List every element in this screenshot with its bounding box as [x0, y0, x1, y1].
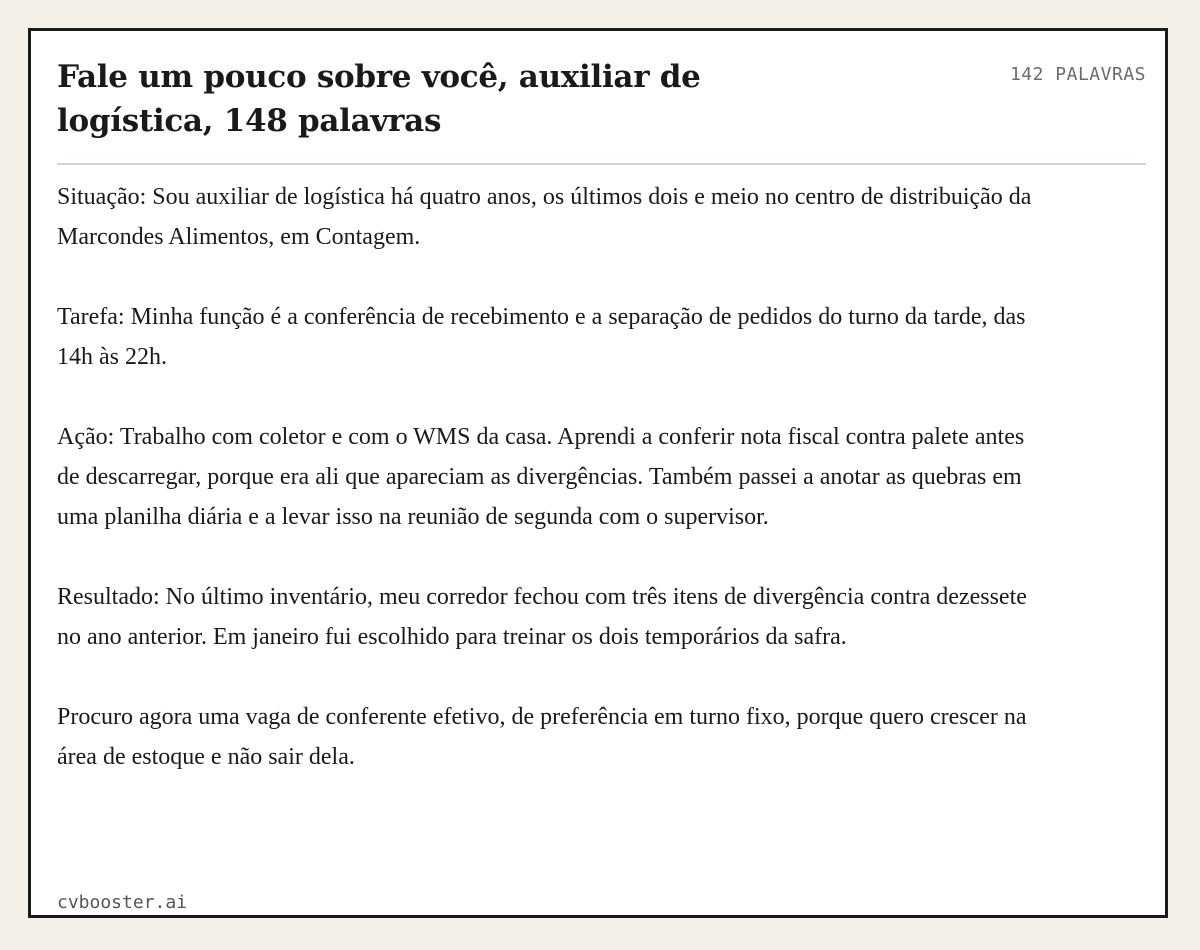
answer-body: [57, 177, 1047, 817]
page-title: Fale um pouco sobre você, auxiliar de logística, 148 palavras: [57, 59, 701, 139]
paragraph-situacao: Situação: Sou auxiliar de logística há quatro anos, os últimos dois e meio no centro de distribuição da Marcondes Alimentos, em Contagem.: [57, 184, 1032, 250]
answer-card: [28, 28, 1168, 918]
paragraph-resultado: Resultado: No último inventário, meu corredor fechou com três itens de divergência contra dezessete no ano anterior. Em janeiro fui escolhido para treinar os dois temporários da safra.: [57, 584, 1027, 650]
paragraph-conclusao: Procuro agora uma vaga de conferente efetivo, de preferência em turno fixo, porque quero crescer na área de estoque e não sair dela.: [57, 704, 1027, 770]
paragraph-acao: Ação: Trabalho com coletor e com o WMS da casa. Aprendi a conferir nota fiscal contra palete antes de descarregar, porque era ali que apareciam as divergências. Também passei a anotar as quebras em uma planilha diária e a levar isso na reunião de segunda com o supervisor.: [57, 424, 1025, 530]
word-count-badge: 142 PALAVRAS: [1009, 64, 1146, 85]
paragraph-tarefa: Tarefa: Minha função é a conferência de recebimento e a separação de pedidos do turno da tarde, das 14h às 22h.: [57, 304, 1026, 370]
brand-footer: cvbooster.ai: [57, 892, 188, 913]
card-header: [57, 51, 1146, 165]
